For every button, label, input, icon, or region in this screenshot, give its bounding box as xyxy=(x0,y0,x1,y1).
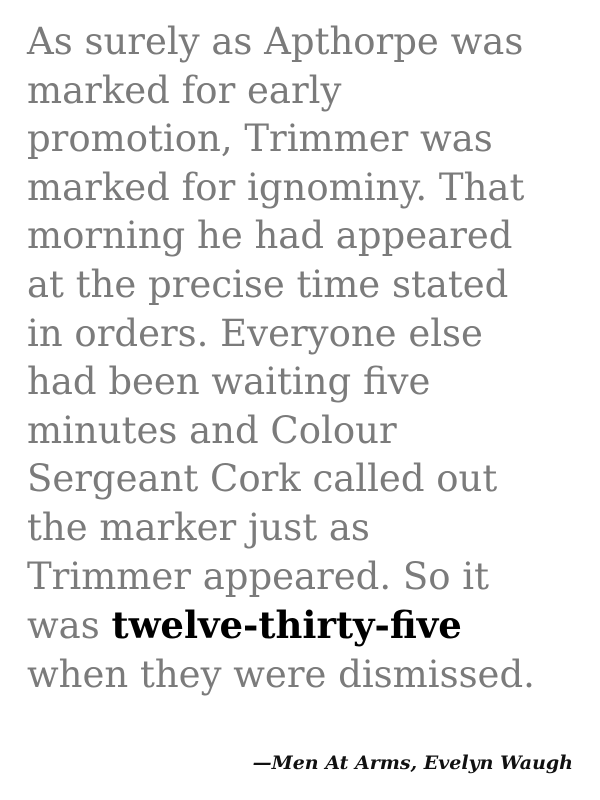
quote-line: at the precise time stated xyxy=(27,262,509,306)
quote-line: when they were dismissed. xyxy=(27,652,535,696)
quote-line: Trimmer appeared. So it xyxy=(27,554,489,598)
quote-line: the marker just as xyxy=(27,505,370,549)
quote-line-with-time xyxy=(27,601,592,651)
quote-line: had been waiting five xyxy=(27,360,431,404)
quote-line: marked for ignominy. That xyxy=(27,165,525,209)
highlighted-time: twelve-thirty-five xyxy=(111,603,462,648)
quote-line-prefix: was xyxy=(27,604,112,648)
quote-line: morning he had appeared xyxy=(27,214,513,258)
attribution: —Men At Arms, Evelyn Waugh xyxy=(252,752,573,774)
quote-line: promotion, Trimmer was xyxy=(27,117,493,161)
quote-line: As surely as Apthorpe was xyxy=(27,20,524,63)
quote-line: marked for early xyxy=(27,68,342,112)
quote-line: Sergeant Cork called out xyxy=(27,457,498,501)
quote-line: in orders. Everyone else xyxy=(27,311,483,355)
quote-text xyxy=(27,18,592,699)
quote-line: minutes and Colour xyxy=(27,408,397,452)
